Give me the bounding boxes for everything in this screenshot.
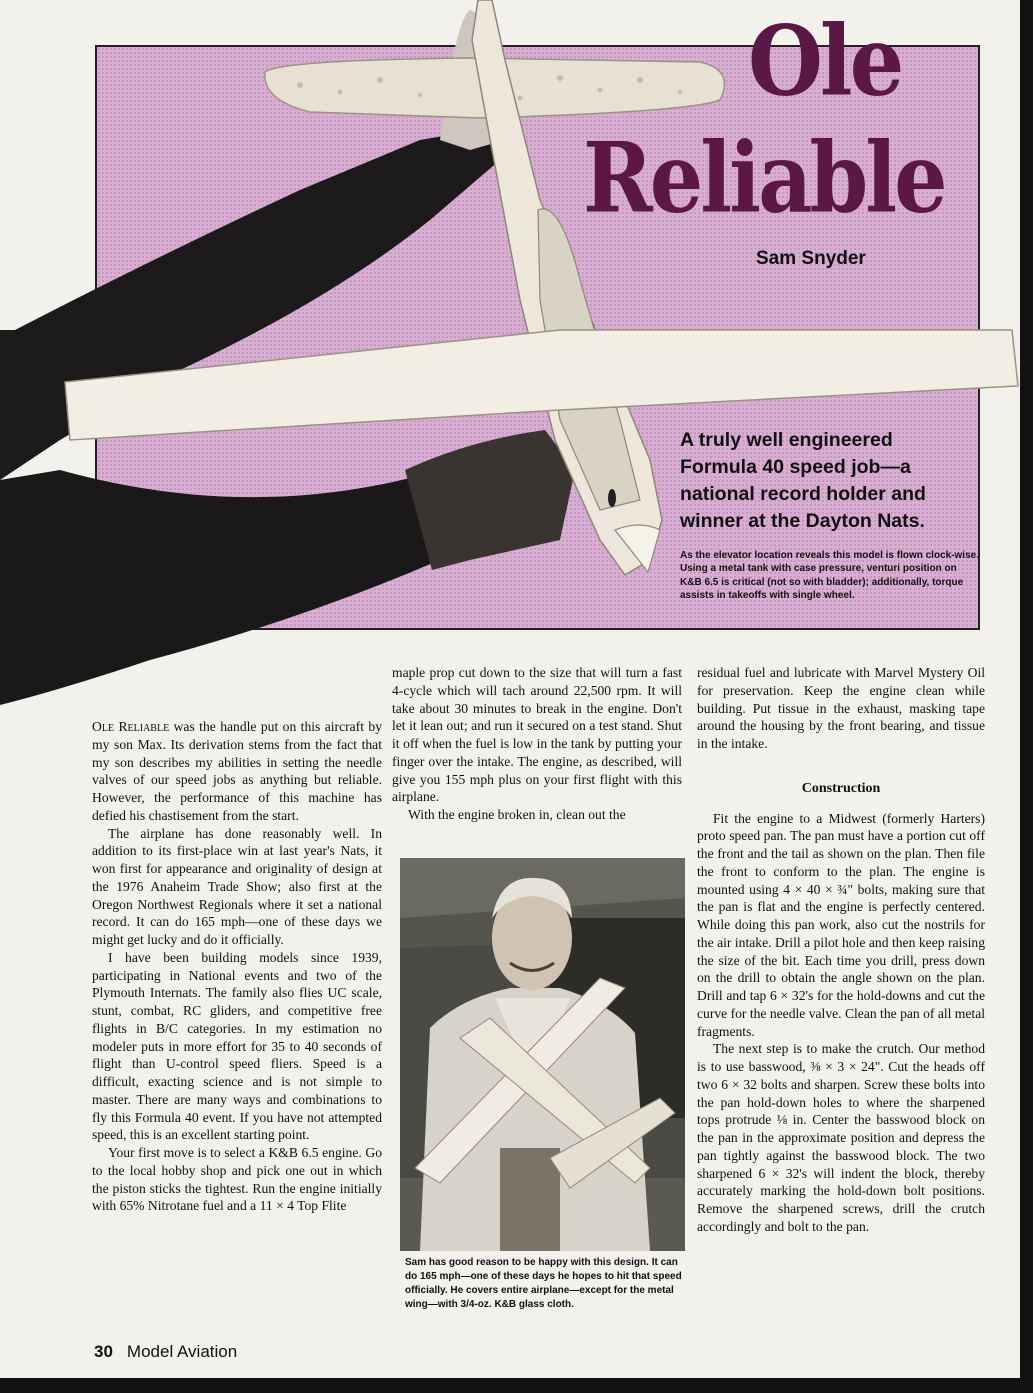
page-number: 30 — [94, 1342, 113, 1361]
author-byline: Sam Snyder — [756, 248, 866, 269]
magazine-name: Model Aviation — [126, 1342, 238, 1361]
text-column-1 — [92, 718, 382, 1215]
lead-in: Ole Reliable — [92, 719, 170, 734]
lower-arm — [0, 470, 440, 705]
hero-photo-caption: As the elevator location reveals this model is flown clock-wise. Using a metal tank with case pressure, venturi position on K&B 6.5 is critical (not so with bladder); additionally, torque assists in takeoffs with single wheel. — [680, 550, 979, 602]
section-heading: Construction — [801, 780, 881, 796]
paragraph — [92, 718, 382, 825]
inset-photo-caption: Sam has good reason to be happy with this design. It can do 165 mph—one of these days he hopes to hit that speed officially. He covers entire airplane—except for the metal wing—with 3/4-oz. K&B glass cloth. — [405, 1257, 682, 1310]
paragraph-text: was the handle put on this aircraft by my son Max. Its derivation stems from the fact that my son describes my abilities in setting the needle valves of our speed jobs as anything but reliable. However, the performance of this machine has defied his chastisement from the start. — [92, 719, 382, 823]
lower-hand — [405, 430, 575, 570]
paragraph: The next step is to make the crutch. Our method is to use basswood, ⅜ × 3 × 24". Cut the heads off two 6 × 32 bolts and sharpen. Screw these bolts into the pan hold-down holes to where the sharpened tops protrude ⅛ in. Center the basswood block on the pan in the approximate position and depress the pan tightly against the basswood block. The two sharpened 6 × 32's will indent the block, thereby accurately marking the hold-down bolt positions. Remove the sharpened screws, drill the crutch accordingly and bolt to the pan. — [697, 1041, 985, 1234]
inset-photo — [400, 858, 685, 1251]
text-column-3 — [697, 664, 985, 1236]
paragraph: maple prop cut down to the size that will turn a fast 4-cycle which will tach around 22,500 rpm. It will take about 30 minutes to break in the engine. Don't let it lean out; and run it secured on a test stand. Shut it off when the fuel is low in the tank by putting your finger over the intake. The engine, as described, will give you 155 mph plus on your first flight with this airplane. — [392, 665, 682, 805]
paragraph: Fit the engine to a Midwest (formerly Harters) proto speed pan. The pan must have a portion cut off the front and the tail as shown on the plan. Then file the front to conform to the plan. The engine is mounted using 4 × 40 × ¾" bolts, making sure that the pan is flat and the engine is perfectly centered. While doing this pan work, also cut the nostrils for the air intake. Drill a pilot hole and then keep raising the size of the bit. Each time you drill, press down on the drill to obtain the angle shown on the plan. Drill and tap 6 × 32's for the hold-downs and cut the curve for the needle valve. Clean the pan of all metal fragments. — [697, 810, 985, 1039]
title-line-2: Reliable — [583, 120, 945, 235]
paragraph: I have been building models since 1939, participating in National events and two of the Plymouth Internats. The family also flies UC scale, stunt, combat, RC gliders, and competitive free flights in B/C categories. In my estimation no modeler puts in more effort for 35 to 40 seconds of flight than U-control speed fliers. Speed is a difficult, exacting science and is not simple to master. There are many ways and combinations to fly this Formula 40 event. If you have not attempted speed, this is an excellent starting point. — [92, 949, 382, 1143]
paragraph: Your first move is to select a K&B 6.5 engine. Go to the local hobby shop and pick one out in which the piston sticks the tightest. Run the engine initially with 65% Nitrotane fuel and a 11 × 4 Top Flite — [92, 1145, 382, 1214]
paragraph: The airplane has done reasonably well. In addition to its first-place win at last year's Nats, it won first for appearance and originality of design at the 1976 Anaheim Trade Show; also first at the Oregon Northwest Regionals where it set a national record. It can do 165 mph—one of these days we might get lucky and do it officially. — [92, 825, 382, 947]
paragraph: With the engine broken in, clean out the — [408, 807, 626, 822]
text-column-2 — [392, 664, 682, 824]
paragraph: residual fuel and lubricate with Marvel Mystery Oil for preservation. Keep the engine clean while building. Put tissue in the exhaust, masking tape around the housing by the front bearing, and tissue in the intake. — [697, 665, 985, 751]
page-footer — [94, 1342, 237, 1362]
title-line-1: Ole — [748, 5, 902, 119]
article-deck: A truly well engineered Formula 40 speed job—a national record holder and winner at the Dayton Nats. — [680, 429, 926, 532]
